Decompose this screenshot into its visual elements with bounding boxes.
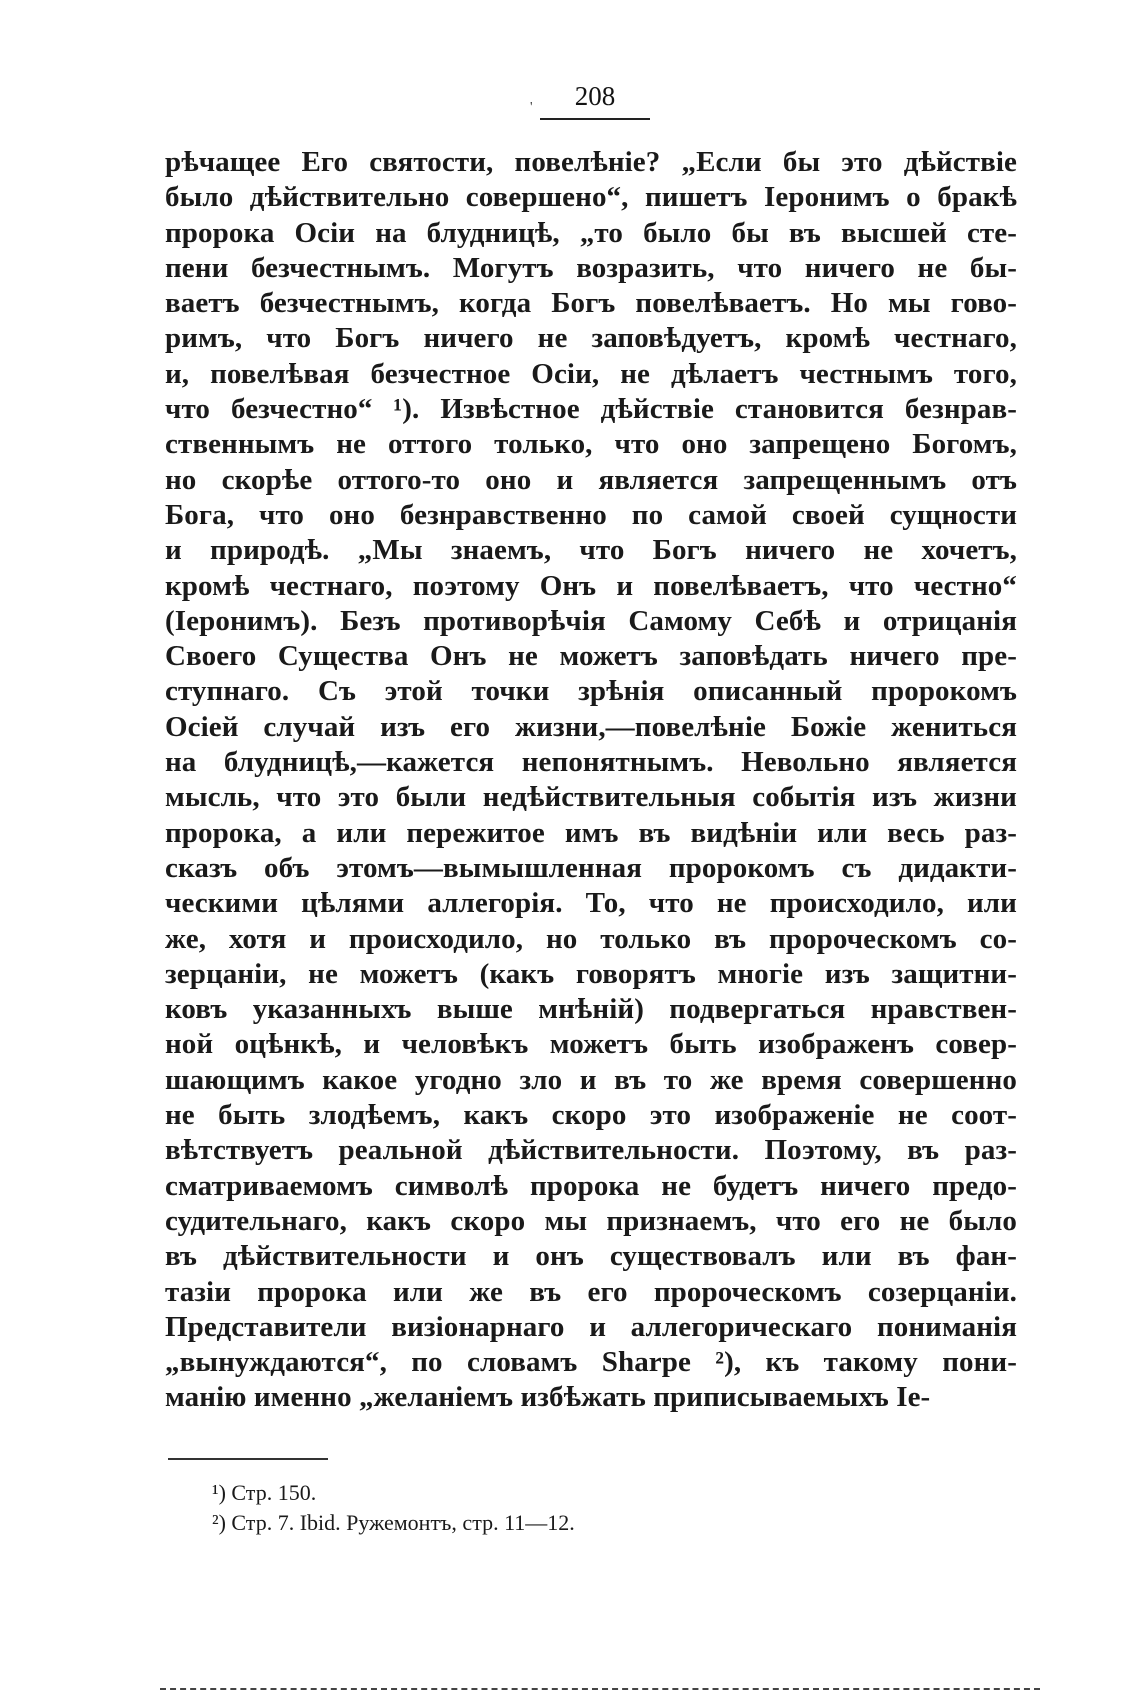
body-text <box>165 145 1017 1416</box>
text-line: судительнаго, какъ скоро мы признаемъ, что его не было <box>165 1204 1017 1237</box>
text-line: (Іеронимъ). Безъ противорѣчія Самому Себѣ и отрицанія <box>165 604 1017 637</box>
text-line: было дѣйствительно совершено“, пишетъ Іеронимъ о бракѣ <box>165 181 1017 214</box>
text-line: ной оцѣнкѣ, и человѣкъ можетъ быть изображенъ совер- <box>165 1028 1017 1061</box>
text-line: пени безчестнымъ. Могутъ возразить, что ничего не бы- <box>165 251 1017 284</box>
text-line: же, хотя и происходило, но только въ пророческомъ со- <box>165 922 1017 955</box>
text-line: не быть злодѣемъ, какъ скоро это изображеніе не соот- <box>165 1099 1017 1132</box>
text-line: шающимъ какое угодно зло и въ то же время совершенно <box>165 1063 1017 1096</box>
footnote-2: ²) Стр. 7. Ibid. Ружемонтъ, стр. 11—12. <box>212 1510 575 1535</box>
text-line: римъ, что Богъ ничего не заповѣдуетъ, кромѣ честнаго, <box>165 322 1017 355</box>
text-line: на блудницѣ,—кажется непонятнымъ. Невольно является <box>165 746 1017 779</box>
text-line: ваетъ безчестнымъ, когда Богъ повелѣваетъ. Но мы гово- <box>165 287 1017 320</box>
footnotes <box>212 1478 912 1538</box>
text-line: манію именно „желаніемъ избѣжать приписываемыхъ Іе- <box>165 1381 931 1414</box>
text-line: Осіей случай изъ его жизни,—повелѣніе Божіе жениться <box>165 710 1017 743</box>
text-line: „вынуждаются“, по словамъ Sharpe ²), къ такому пони- <box>165 1346 1017 1379</box>
text-line: ступнаго. Съ этой точки зрѣнія описанный пророкомъ <box>165 675 1017 708</box>
text-line: ковъ указанныхъ выше мнѣній) подвергаться нравствен- <box>165 993 1017 1026</box>
text-line: въ дѣйствительности и онъ существовалъ или въ фан- <box>165 1240 1017 1273</box>
text-line: Своего Существа Онъ не можетъ заповѣдать ничего пре- <box>165 640 1017 673</box>
footnote-divider <box>168 1458 328 1460</box>
page-mark: ' <box>530 100 533 115</box>
text-line: и, повелѣвая безчестное Осіи, не дѣлаетъ честнымъ того, <box>165 357 1017 390</box>
text-line: что безчестно“ ¹). Извѣстное дѣйствіе становится безнрав- <box>165 393 1017 426</box>
text-line: и природѣ. „Мы знаемъ, что Богъ ничего не хочетъ, <box>165 534 1017 567</box>
text-line: кромѣ честнаго, поэтому Онъ и повелѣваетъ, что честно“ <box>165 569 1017 602</box>
text-line: зерцаніи, не можетъ (какъ говорятъ многіе изъ защитни- <box>165 957 1017 990</box>
text-line: но скорѣе оттого-то оно и является запрещеннымъ отъ <box>165 463 1017 496</box>
text-line: сматриваемомъ символѣ пророка не будетъ ничего предо- <box>165 1169 1017 1202</box>
text-line: пророка Осіи на блудницѣ, „то было бы въ высшей сте- <box>165 216 1017 249</box>
page-bottom-edge <box>160 1688 1040 1692</box>
text-line: пророка, а или пережитое имъ въ видѣніи или весь раз- <box>165 816 1017 849</box>
text-line: Представители визіонарнаго и аллегорическаго пониманія <box>165 1310 1017 1343</box>
text-line: Бога, что оно безнравственно по самой своей сущности <box>165 498 1017 531</box>
text-line: ческими цѣлями аллегорія. То, что не происходило, или <box>165 887 1017 920</box>
text-line: рѣчащее Его святости, повелѣніе? „Если бы это дѣйствіе <box>165 146 1017 178</box>
text-line: мысль, что это были недѣйствительныя событія изъ жизни <box>165 781 1017 814</box>
text-line: сказъ объ этомъ—вымышленная пророкомъ съ дидакти- <box>165 851 1017 884</box>
text-line: вѣтствуетъ реальной дѣйствительности. Поэтому, въ раз- <box>165 1134 1017 1167</box>
page-number: 208 <box>540 80 650 120</box>
text-line: тазіи пророка или же въ его пророческомъ созерцаніи. <box>165 1275 1017 1308</box>
text-line: ственнымъ не оттого только, что оно запрещено Богомъ, <box>165 428 1017 461</box>
footnote-1: ¹) Стр. 150. <box>212 1480 317 1505</box>
